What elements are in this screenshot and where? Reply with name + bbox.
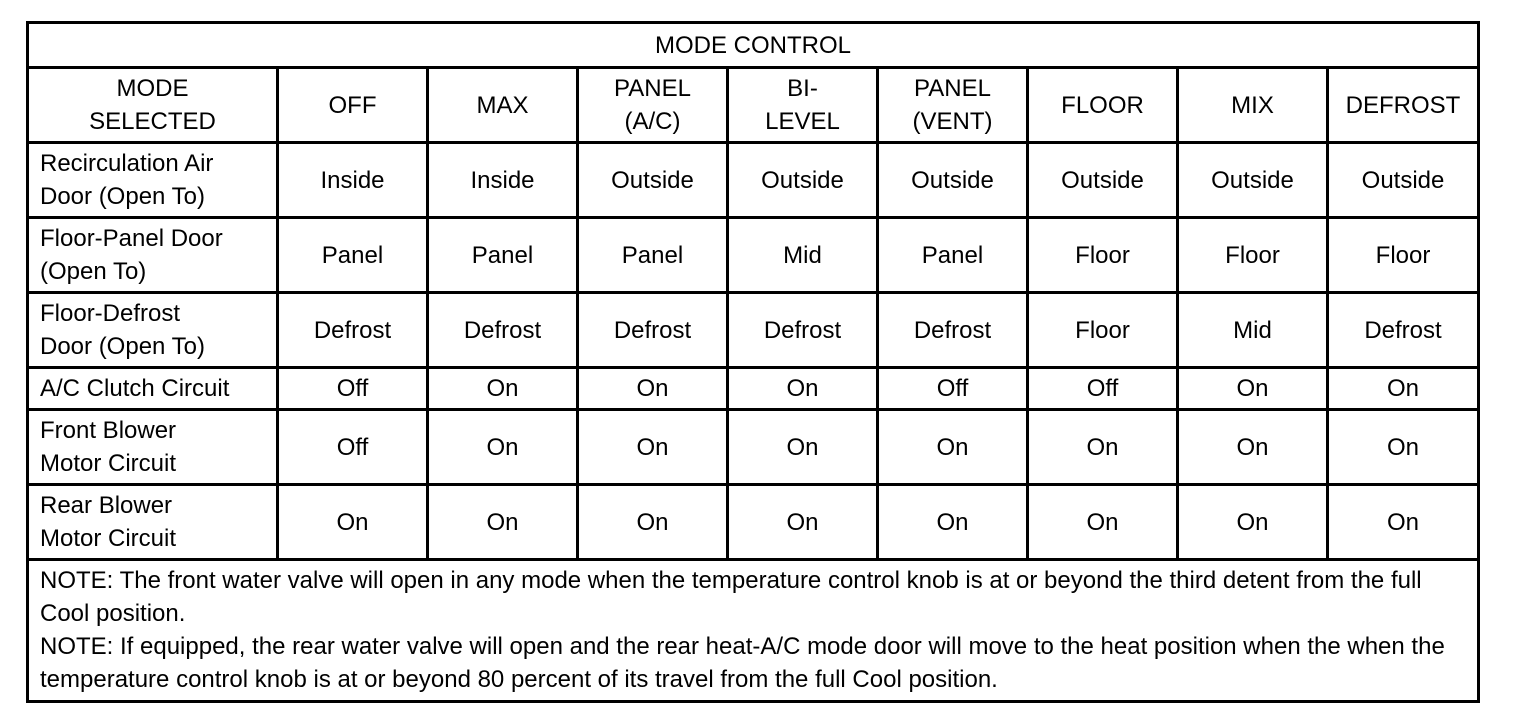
cell-text-line: Rear Blower xyxy=(40,492,173,519)
cell-text-line: Door (Open To) xyxy=(40,183,205,210)
table-row xyxy=(28,410,1479,485)
table-cell: Defrost xyxy=(878,293,1028,368)
table-row xyxy=(28,218,1479,293)
table-row xyxy=(28,143,1479,218)
table-cell: Outside xyxy=(878,143,1028,218)
note-text: NOTE: The front water valve will open in any mode when the temperature control knob is at or beyond the third detent from the full Cool position. xyxy=(40,567,1422,627)
table-cell: On xyxy=(1178,368,1328,410)
table-row xyxy=(28,368,1479,410)
table-cell: Inside xyxy=(278,143,428,218)
table-cell: On xyxy=(428,485,578,560)
table-cell: Floor xyxy=(1328,218,1479,293)
cell-text-line: A/C Clutch Circuit xyxy=(40,375,230,402)
mode-header xyxy=(578,68,728,143)
cell-text-line: Floor-Defrost xyxy=(40,300,181,327)
table-cell: Inside xyxy=(428,143,578,218)
table-cell: On xyxy=(578,410,728,485)
table-cell: Outside xyxy=(728,143,878,218)
table-cell: On xyxy=(1028,485,1178,560)
table-cell: On xyxy=(728,368,878,410)
cell-text-line: Motor Circuit xyxy=(40,525,177,552)
cell-text-line: DEFROST xyxy=(1345,91,1461,119)
table-cell: On xyxy=(1028,410,1178,485)
table-cell: Outside xyxy=(1328,143,1479,218)
table-cell: Defrost xyxy=(428,293,578,368)
table-cell: Floor xyxy=(1028,218,1178,293)
cell-text-line: BI- xyxy=(787,75,818,102)
table-cell: Off xyxy=(278,368,428,410)
table-cell: On xyxy=(578,485,728,560)
cell-text-line: (VENT) xyxy=(912,108,993,135)
table-cell: Defrost xyxy=(728,293,878,368)
table-cell: On xyxy=(878,410,1028,485)
cell-text-line: MIX xyxy=(1231,91,1274,119)
mode-selected-header xyxy=(28,68,278,143)
table-cell: On xyxy=(878,485,1028,560)
mode-header xyxy=(1328,68,1479,143)
note-text: NOTE: If equipped, the rear water valve will open and the rear heat-A/C mode door will move to the heat position when the when the temperature control knob is at or beyond 80 percent of its travel from the full Cool position. xyxy=(40,633,1445,693)
table-cell: Off xyxy=(1028,368,1178,410)
table-cell: Defrost xyxy=(1328,293,1479,368)
cell-text-line: Front Blower xyxy=(40,417,177,444)
mode-header xyxy=(728,68,878,143)
table-cell: On xyxy=(428,410,578,485)
cell-text-line: Recirculation Air xyxy=(40,150,214,177)
table-body xyxy=(28,143,1479,560)
table-cell: Outside xyxy=(1178,143,1328,218)
cell-text-line: Motor Circuit xyxy=(40,450,177,477)
table-cell: Defrost xyxy=(578,293,728,368)
cell-text-line: OFF xyxy=(328,91,377,119)
table-cell: Floor xyxy=(1028,293,1178,368)
header-row xyxy=(28,68,1479,143)
table-cell: On xyxy=(728,410,878,485)
table-cell: On xyxy=(1328,368,1479,410)
table-cell: Panel xyxy=(428,218,578,293)
table-row xyxy=(28,293,1479,368)
mode-header xyxy=(1178,68,1328,143)
mode-header xyxy=(1028,68,1178,143)
table-cell: On xyxy=(278,485,428,560)
cell-text-line: MAX xyxy=(476,91,529,119)
row-label xyxy=(28,143,278,218)
mode-control-table xyxy=(26,21,1480,703)
mode-header xyxy=(428,68,578,143)
row-label xyxy=(28,485,278,560)
table-cell: On xyxy=(1178,410,1328,485)
table-cell: On xyxy=(1178,485,1328,560)
table-cell: Panel xyxy=(278,218,428,293)
mode-header xyxy=(278,68,428,143)
cell-text-line: PANEL xyxy=(914,75,991,102)
cell-text-line: Floor-Panel Door xyxy=(40,225,223,252)
table-cell: Floor xyxy=(1178,218,1328,293)
table-cell: Mid xyxy=(728,218,878,293)
cell-text-line: LEVEL xyxy=(765,108,840,135)
table-row xyxy=(28,485,1479,560)
table-cell: Mid xyxy=(1178,293,1328,368)
table-cell: On xyxy=(578,368,728,410)
table-cell: Panel xyxy=(578,218,728,293)
table-cell: Off xyxy=(278,410,428,485)
cell-text-line: MODE xyxy=(116,75,189,102)
mode-header xyxy=(878,68,1028,143)
table-cell: Outside xyxy=(578,143,728,218)
row-label xyxy=(28,218,278,293)
table-cell: On xyxy=(428,368,578,410)
table-title: MODE CONTROL xyxy=(28,23,1479,68)
table-cell: On xyxy=(728,485,878,560)
table-cell: On xyxy=(1328,410,1479,485)
row-label xyxy=(28,293,278,368)
table-cell: On xyxy=(1328,485,1479,560)
cell-text-line: FLOOR xyxy=(1061,91,1144,119)
row-label xyxy=(28,368,278,410)
cell-text-line: SELECTED xyxy=(89,108,216,135)
table-cell: Defrost xyxy=(278,293,428,368)
cell-text-line: (Open To) xyxy=(40,258,147,285)
row-label xyxy=(28,410,278,485)
cell-text-line: Door (Open To) xyxy=(40,333,205,360)
notes-cell xyxy=(28,560,1479,702)
cell-text-line: PANEL xyxy=(614,75,691,102)
table-cell: Outside xyxy=(1028,143,1178,218)
table-cell: Off xyxy=(878,368,1028,410)
cell-text-line: (A/C) xyxy=(624,108,681,135)
table-cell: Panel xyxy=(878,218,1028,293)
